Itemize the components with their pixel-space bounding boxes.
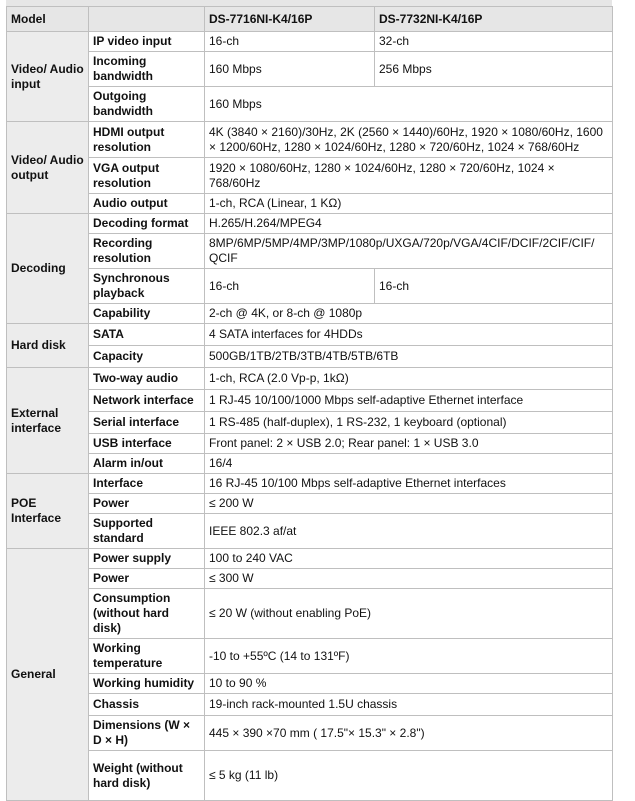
table-row bbox=[7, 589, 613, 639]
feature-label: Chassis bbox=[89, 694, 205, 716]
table-row bbox=[7, 234, 613, 269]
table-row bbox=[7, 412, 613, 434]
feature-label: Consumption (without hard disk) bbox=[89, 589, 205, 639]
feature-label: Power bbox=[89, 569, 205, 589]
feature-label: Capability bbox=[89, 304, 205, 324]
category-video-audio-input: Video/ Audio input bbox=[7, 32, 89, 122]
model-b-header: DS-7732NI-K4/16P bbox=[375, 7, 613, 32]
value-cell: 16 RJ-45 10/100 Mbps self-adaptive Ethernet interfaces bbox=[205, 474, 613, 494]
table-row bbox=[7, 474, 613, 494]
value-cell: 16-ch bbox=[205, 269, 375, 304]
value-cell: ≤ 20 W (without enabling PoE) bbox=[205, 589, 613, 639]
table-row bbox=[7, 158, 613, 194]
value-cell: -10 to +55ºC (14 to 131ºF) bbox=[205, 639, 613, 674]
value-cell: IEEE 802.3 af/at bbox=[205, 514, 613, 549]
table-row bbox=[7, 434, 613, 454]
feature-label: Synchronous playback bbox=[89, 269, 205, 304]
feature-label: SATA bbox=[89, 324, 205, 346]
table-row bbox=[7, 122, 613, 158]
value-cell: 16-ch bbox=[375, 269, 613, 304]
table-row bbox=[7, 549, 613, 569]
category-poe-interface: POE Interface bbox=[7, 474, 89, 549]
table-row bbox=[7, 716, 613, 751]
value-cell: 256 Mbps bbox=[375, 52, 613, 87]
feature-label: Weight (without hard disk) bbox=[89, 751, 205, 801]
feature-label: Recording resolution bbox=[89, 234, 205, 269]
table-row bbox=[7, 324, 613, 346]
feature-label: Working humidity bbox=[89, 674, 205, 694]
value-cell: 1 RJ-45 10/100/1000 Mbps self-adaptive Ethernet interface bbox=[205, 390, 613, 412]
category-decoding: Decoding bbox=[7, 214, 89, 324]
value-cell: 500GB/1TB/2TB/3TB/4TB/5TB/6TB bbox=[205, 346, 613, 368]
table-row bbox=[7, 494, 613, 514]
category-external-interface: External interface bbox=[7, 368, 89, 474]
value-cell: 160 Mbps bbox=[205, 52, 375, 87]
value-cell: 8MP/6MP/5MP/4MP/3MP/1080p/UXGA/720p/VGA/4CIF/DCIF/2CIF/CIF/ QCIF bbox=[205, 234, 613, 269]
table-row bbox=[7, 214, 613, 234]
value-cell: 1 RS-485 (half-duplex), 1 RS-232, 1 keyboard (optional) bbox=[205, 412, 613, 434]
table-row bbox=[7, 304, 613, 324]
value-cell: 2-ch @ 4K, or 8-ch @ 1080p bbox=[205, 304, 613, 324]
value-cell: 4 SATA interfaces for 4HDDs bbox=[205, 324, 613, 346]
feature-label: Incoming bandwidth bbox=[89, 52, 205, 87]
feature-label: Dimensions (W × D × H) bbox=[89, 716, 205, 751]
category-video-audio-output: Video/ Audio output bbox=[7, 122, 89, 214]
table-row bbox=[7, 87, 613, 122]
table-row bbox=[7, 639, 613, 674]
value-cell: Front panel: 2 × USB 2.0; Rear panel: 1 × USB 3.0 bbox=[205, 434, 613, 454]
value-cell: 1920 × 1080/60Hz, 1280 × 1024/60Hz, 1280 × 720/60Hz, 1024 × 768/60Hz bbox=[205, 158, 613, 194]
feature-label: VGA output resolution bbox=[89, 158, 205, 194]
value-cell: 160 Mbps bbox=[205, 87, 613, 122]
feature-label: Working temperature bbox=[89, 639, 205, 674]
category-hard-disk: Hard disk bbox=[7, 324, 89, 368]
table-header-row bbox=[7, 7, 613, 32]
value-cell: ≤ 5 kg (11 lb) bbox=[205, 751, 613, 801]
value-cell: 4K (3840 × 2160)/30Hz, 2K (2560 × 1440)/60Hz, 1920 × 1080/60Hz, 1600 × 1200/60Hz, 1280 × 1024/60Hz, 1280 × 720/60Hz, 1024 × 768/60Hz bbox=[205, 122, 613, 158]
feature-label: Serial interface bbox=[89, 412, 205, 434]
feature-label: USB interface bbox=[89, 434, 205, 454]
value-cell: 19-inch rack-mounted 1.5U chassis bbox=[205, 694, 613, 716]
feature-label: Alarm in/out bbox=[89, 454, 205, 474]
value-cell: 445 × 390 ×70 mm ( 17.5"× 15.3" × 2.8") bbox=[205, 716, 613, 751]
value-cell: ≤ 200 W bbox=[205, 494, 613, 514]
category-general: General bbox=[7, 549, 89, 801]
table-row bbox=[7, 694, 613, 716]
feature-label: IP video input bbox=[89, 32, 205, 52]
table-row bbox=[7, 514, 613, 549]
model-a-header: DS-7716NI-K4/16P bbox=[205, 7, 375, 32]
value-cell: 32-ch bbox=[375, 32, 613, 52]
header-spacer bbox=[89, 7, 205, 32]
feature-label: Decoding format bbox=[89, 214, 205, 234]
table-row bbox=[7, 454, 613, 474]
table-row bbox=[7, 569, 613, 589]
feature-label: Supported standard bbox=[89, 514, 205, 549]
value-cell: H.265/H.264/MPEG4 bbox=[205, 214, 613, 234]
value-cell: 1-ch, RCA (Linear, 1 KΩ) bbox=[205, 194, 613, 214]
spec-sheet bbox=[6, 6, 612, 801]
table-row bbox=[7, 368, 613, 390]
feature-label: Power supply bbox=[89, 549, 205, 569]
value-cell: 16/4 bbox=[205, 454, 613, 474]
table-row bbox=[7, 194, 613, 214]
value-cell: 16-ch bbox=[205, 32, 375, 52]
feature-label: Power bbox=[89, 494, 205, 514]
feature-label: Network interface bbox=[89, 390, 205, 412]
feature-label: Outgoing bandwidth bbox=[89, 87, 205, 122]
value-cell: 10 to 90 % bbox=[205, 674, 613, 694]
feature-label: Audio output bbox=[89, 194, 205, 214]
table-row bbox=[7, 674, 613, 694]
model-label: Model bbox=[7, 7, 89, 32]
feature-label: Capacity bbox=[89, 346, 205, 368]
table-row bbox=[7, 32, 613, 52]
value-cell: 1-ch, RCA (2.0 Vp-p, 1kΩ) bbox=[205, 368, 613, 390]
table-row bbox=[7, 751, 613, 801]
table-row bbox=[7, 269, 613, 304]
feature-label: HDMI output resolution bbox=[89, 122, 205, 158]
table-row bbox=[7, 390, 613, 412]
value-cell: 100 to 240 VAC bbox=[205, 549, 613, 569]
value-cell: ≤ 300 W bbox=[205, 569, 613, 589]
specification-table bbox=[6, 6, 613, 801]
feature-label: Interface bbox=[89, 474, 205, 494]
feature-label: Two-way audio bbox=[89, 368, 205, 390]
table-row bbox=[7, 346, 613, 368]
table-row bbox=[7, 52, 613, 87]
